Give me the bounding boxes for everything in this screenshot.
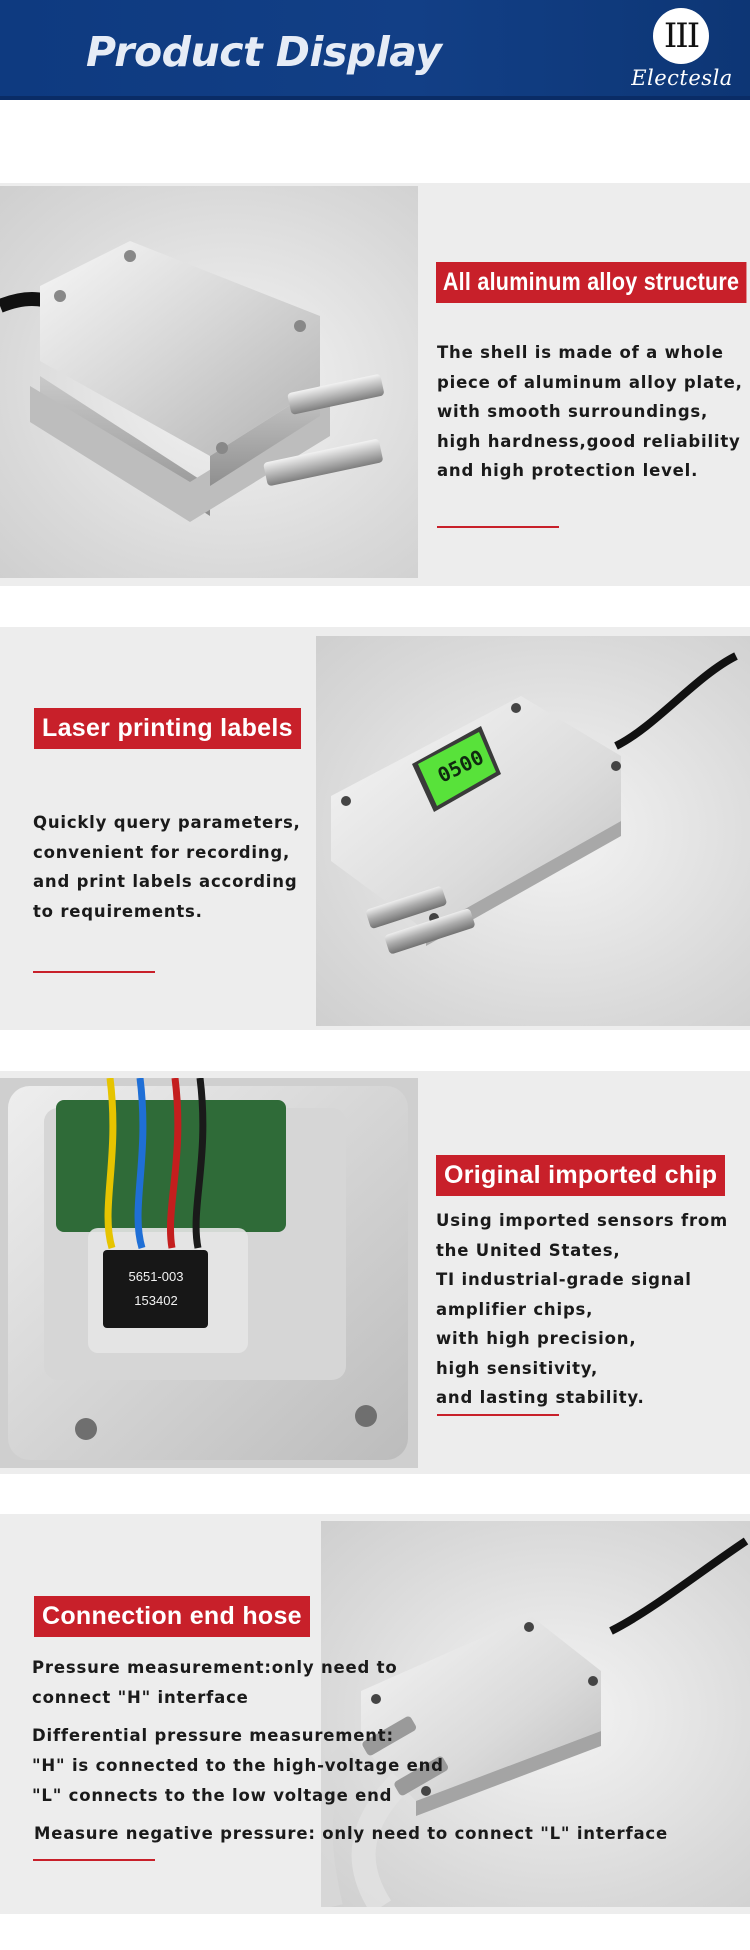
feature-description-aluminum bbox=[437, 338, 743, 486]
description-line: connect "H" interface bbox=[32, 1688, 249, 1707]
feature-description-laser bbox=[33, 808, 301, 926]
description-line: high sensitivity, bbox=[436, 1358, 599, 1378]
description-line: The shell is made of a whole bbox=[437, 343, 724, 362]
description-line: and high protection level. bbox=[437, 461, 699, 480]
description-line: Measure negative pressure: only need to connect "L" interface bbox=[34, 1824, 668, 1843]
description-line: convenient for recording, bbox=[33, 842, 291, 862]
section-divider-line bbox=[33, 971, 155, 973]
product-photo-aluminum-housing bbox=[0, 186, 418, 578]
description-line: "H" is connected to the high-voltage end bbox=[32, 1756, 444, 1775]
feature-tag-laser: Laser printing labels bbox=[34, 708, 301, 749]
description-line: "L" connects to the low voltage end bbox=[32, 1786, 393, 1805]
description-line: to requirements. bbox=[33, 901, 203, 921]
chip-marking-line-2: 153402 bbox=[134, 1293, 178, 1308]
description-line: Differential pressure measurement: bbox=[32, 1726, 394, 1745]
product-photo-sensor-chip bbox=[0, 1078, 418, 1468]
description-line: with smooth surroundings, bbox=[437, 402, 709, 421]
feature-description-chip bbox=[436, 1206, 728, 1413]
description-line: piece of aluminum alloy plate, bbox=[437, 372, 743, 392]
feature-tag-hose: Connection end hose bbox=[34, 1596, 310, 1637]
brand-logo-mark: III bbox=[663, 16, 699, 56]
feature-description-hose bbox=[32, 1653, 668, 1849]
description-line: TI industrial-grade signal bbox=[436, 1270, 692, 1289]
brand-name: Electesla bbox=[631, 66, 733, 90]
section-divider-line bbox=[33, 1859, 155, 1861]
brand-logo bbox=[653, 8, 709, 64]
description-line: and print labels according bbox=[33, 872, 298, 891]
description-line: with high precision, bbox=[436, 1329, 637, 1348]
description-line: Quickly query parameters, bbox=[33, 813, 301, 832]
lcd-reading: 0500 bbox=[433, 744, 488, 788]
feature-tag-chip: Original imported chip bbox=[436, 1155, 725, 1196]
feature-tag-aluminum: All aluminum alloy structure bbox=[436, 262, 746, 303]
description-line: Using imported sensors from bbox=[436, 1211, 729, 1230]
description-line: and lasting stability. bbox=[436, 1388, 645, 1407]
description-line: Pressure measurement:only need to bbox=[32, 1658, 398, 1677]
description-line: amplifier chips, bbox=[436, 1299, 594, 1319]
section-divider-line bbox=[437, 1414, 559, 1416]
header-banner bbox=[0, 0, 750, 100]
section-divider-line bbox=[437, 526, 559, 528]
chip-marking-line-1: 5651-003 bbox=[128, 1269, 184, 1284]
product-photo-lcd-transmitter bbox=[316, 636, 750, 1026]
description-line: the United States, bbox=[436, 1240, 621, 1260]
description-line: high hardness,good reliability bbox=[437, 431, 741, 451]
page-title: Product Display bbox=[86, 28, 442, 76]
